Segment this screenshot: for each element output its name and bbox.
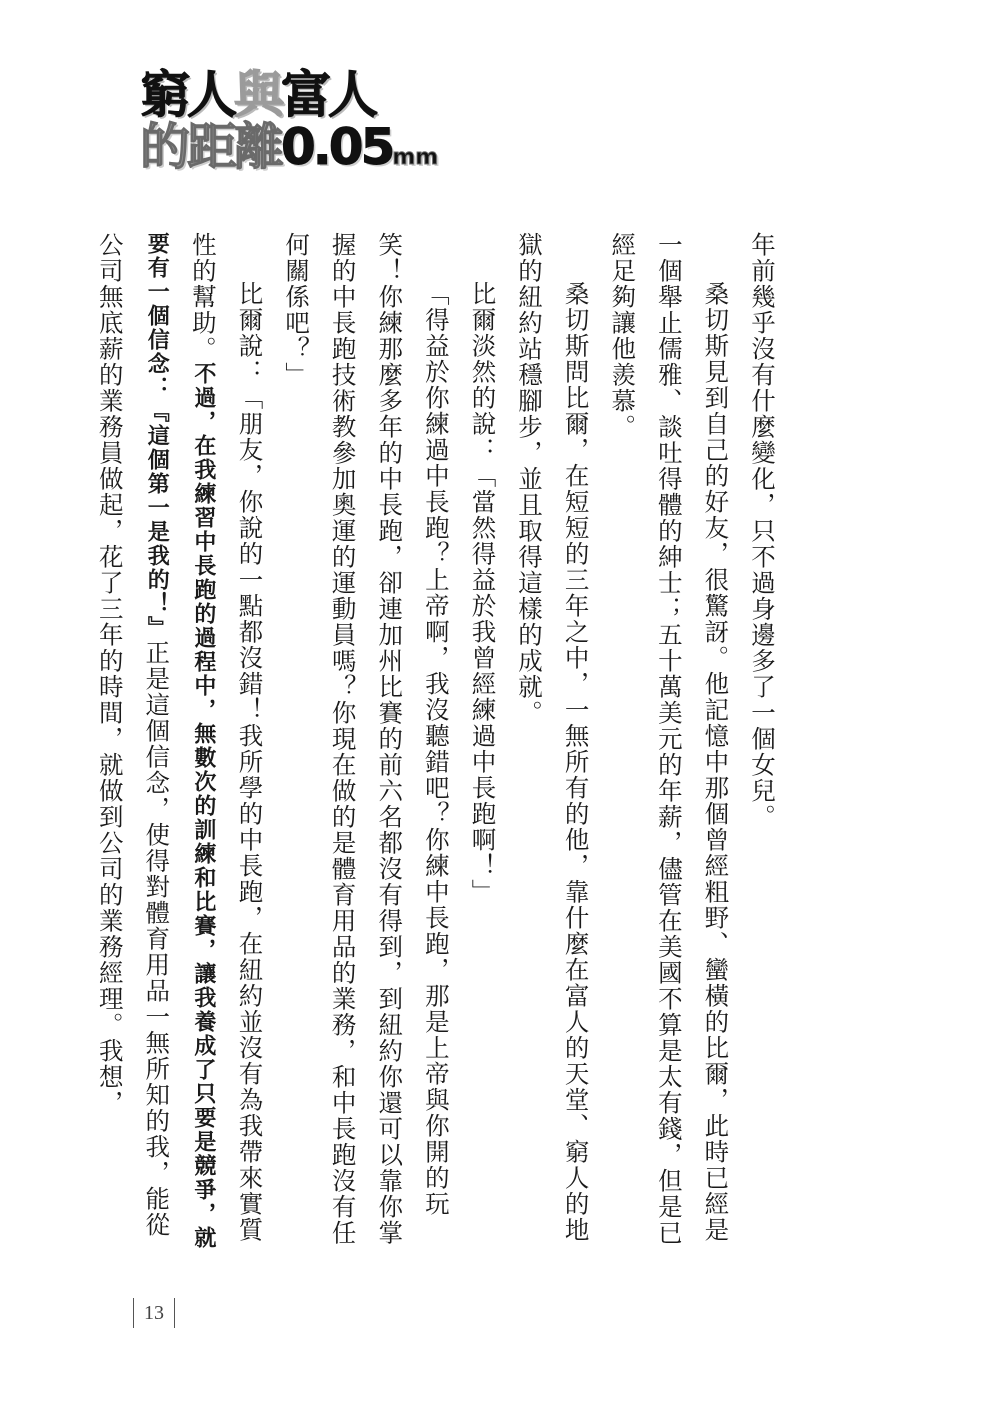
book-title-line2 bbox=[140, 118, 439, 176]
paragraph-text: 桑切斯見到自己的好友，很驚訝。他記憶中那個曾經粗野、蠻橫的比爾，此時已經是一個舉止儒雅、談吐得體的紳士；五十萬美元的年薪，儘管在美國不算是太有錢，但是已經足夠讓他羨慕。 bbox=[608, 232, 731, 1246]
paragraph bbox=[738, 232, 785, 1252]
page-folio bbox=[133, 1296, 175, 1330]
title-line2-unit: mm bbox=[392, 145, 439, 170]
paragraph-text: 比爾淡然的說：「當然得益於我曾經練過中長跑啊！」 bbox=[468, 281, 498, 905]
page-number: 13 bbox=[144, 1301, 164, 1324]
folio-right-rule bbox=[174, 1298, 175, 1328]
paragraph-text: 年前幾乎沒有什麼變化，只不過身邊多了一個女兒。 bbox=[748, 232, 777, 830]
paragraph-text: 「得益於你練過中長跑？上帝啊，我沒聽錯吧？你練中長跑，那是上帝與你開的玩笑！你練那麼多年的中長跑，卻連加州比賽的前六名都沒有得到，到紐約你還可以靠你掌握的中長跑技術教參加奧運的運動員嗎？你現在做的是體育用品的業務，和中長跑沒有任何關係吧？」 bbox=[282, 232, 451, 1246]
paragraph-text: 正是這個信念，使得對體育用品一無所知的我，能從公司無底薪的業務員做起，花了三年的時間，就做到公司的業務經理。我想， bbox=[95, 232, 172, 1238]
title-line2-text: 的距離 bbox=[140, 118, 281, 176]
book-title bbox=[140, 66, 439, 176]
emphasized-text: 不過，在我練習中長跑的過程中，無數次的訓練和比賽，讓我養成了只要是競爭，就要有一個信念：『這個第一是我的！』 bbox=[144, 232, 216, 1250]
body-text bbox=[86, 232, 785, 1252]
paragraph bbox=[505, 232, 598, 1252]
title-accent: 與 bbox=[234, 66, 281, 124]
title-line2-number: 0.05 bbox=[281, 118, 393, 176]
paragraph-text: 比爾說：「朋友，你說的一點都沒錯！我所學的中長跑，在紐約並沒有為我帶來實質性的幫助。 bbox=[188, 232, 265, 1243]
title-part2: 富人 bbox=[281, 66, 375, 124]
paragraph bbox=[459, 232, 506, 1252]
title-part1: 窮人 bbox=[140, 66, 234, 124]
paragraph-text: 桑切斯問比爾，在短短的三年之中，一無所有的他，靠什麼在富人的天堂、窮人的地獄的紐約站穩腳步，並且取得這樣的成就。 bbox=[515, 232, 591, 1243]
paragraph bbox=[272, 232, 458, 1252]
book-title-line1 bbox=[140, 66, 438, 124]
paragraph bbox=[86, 232, 272, 1252]
paragraph bbox=[599, 232, 739, 1252]
